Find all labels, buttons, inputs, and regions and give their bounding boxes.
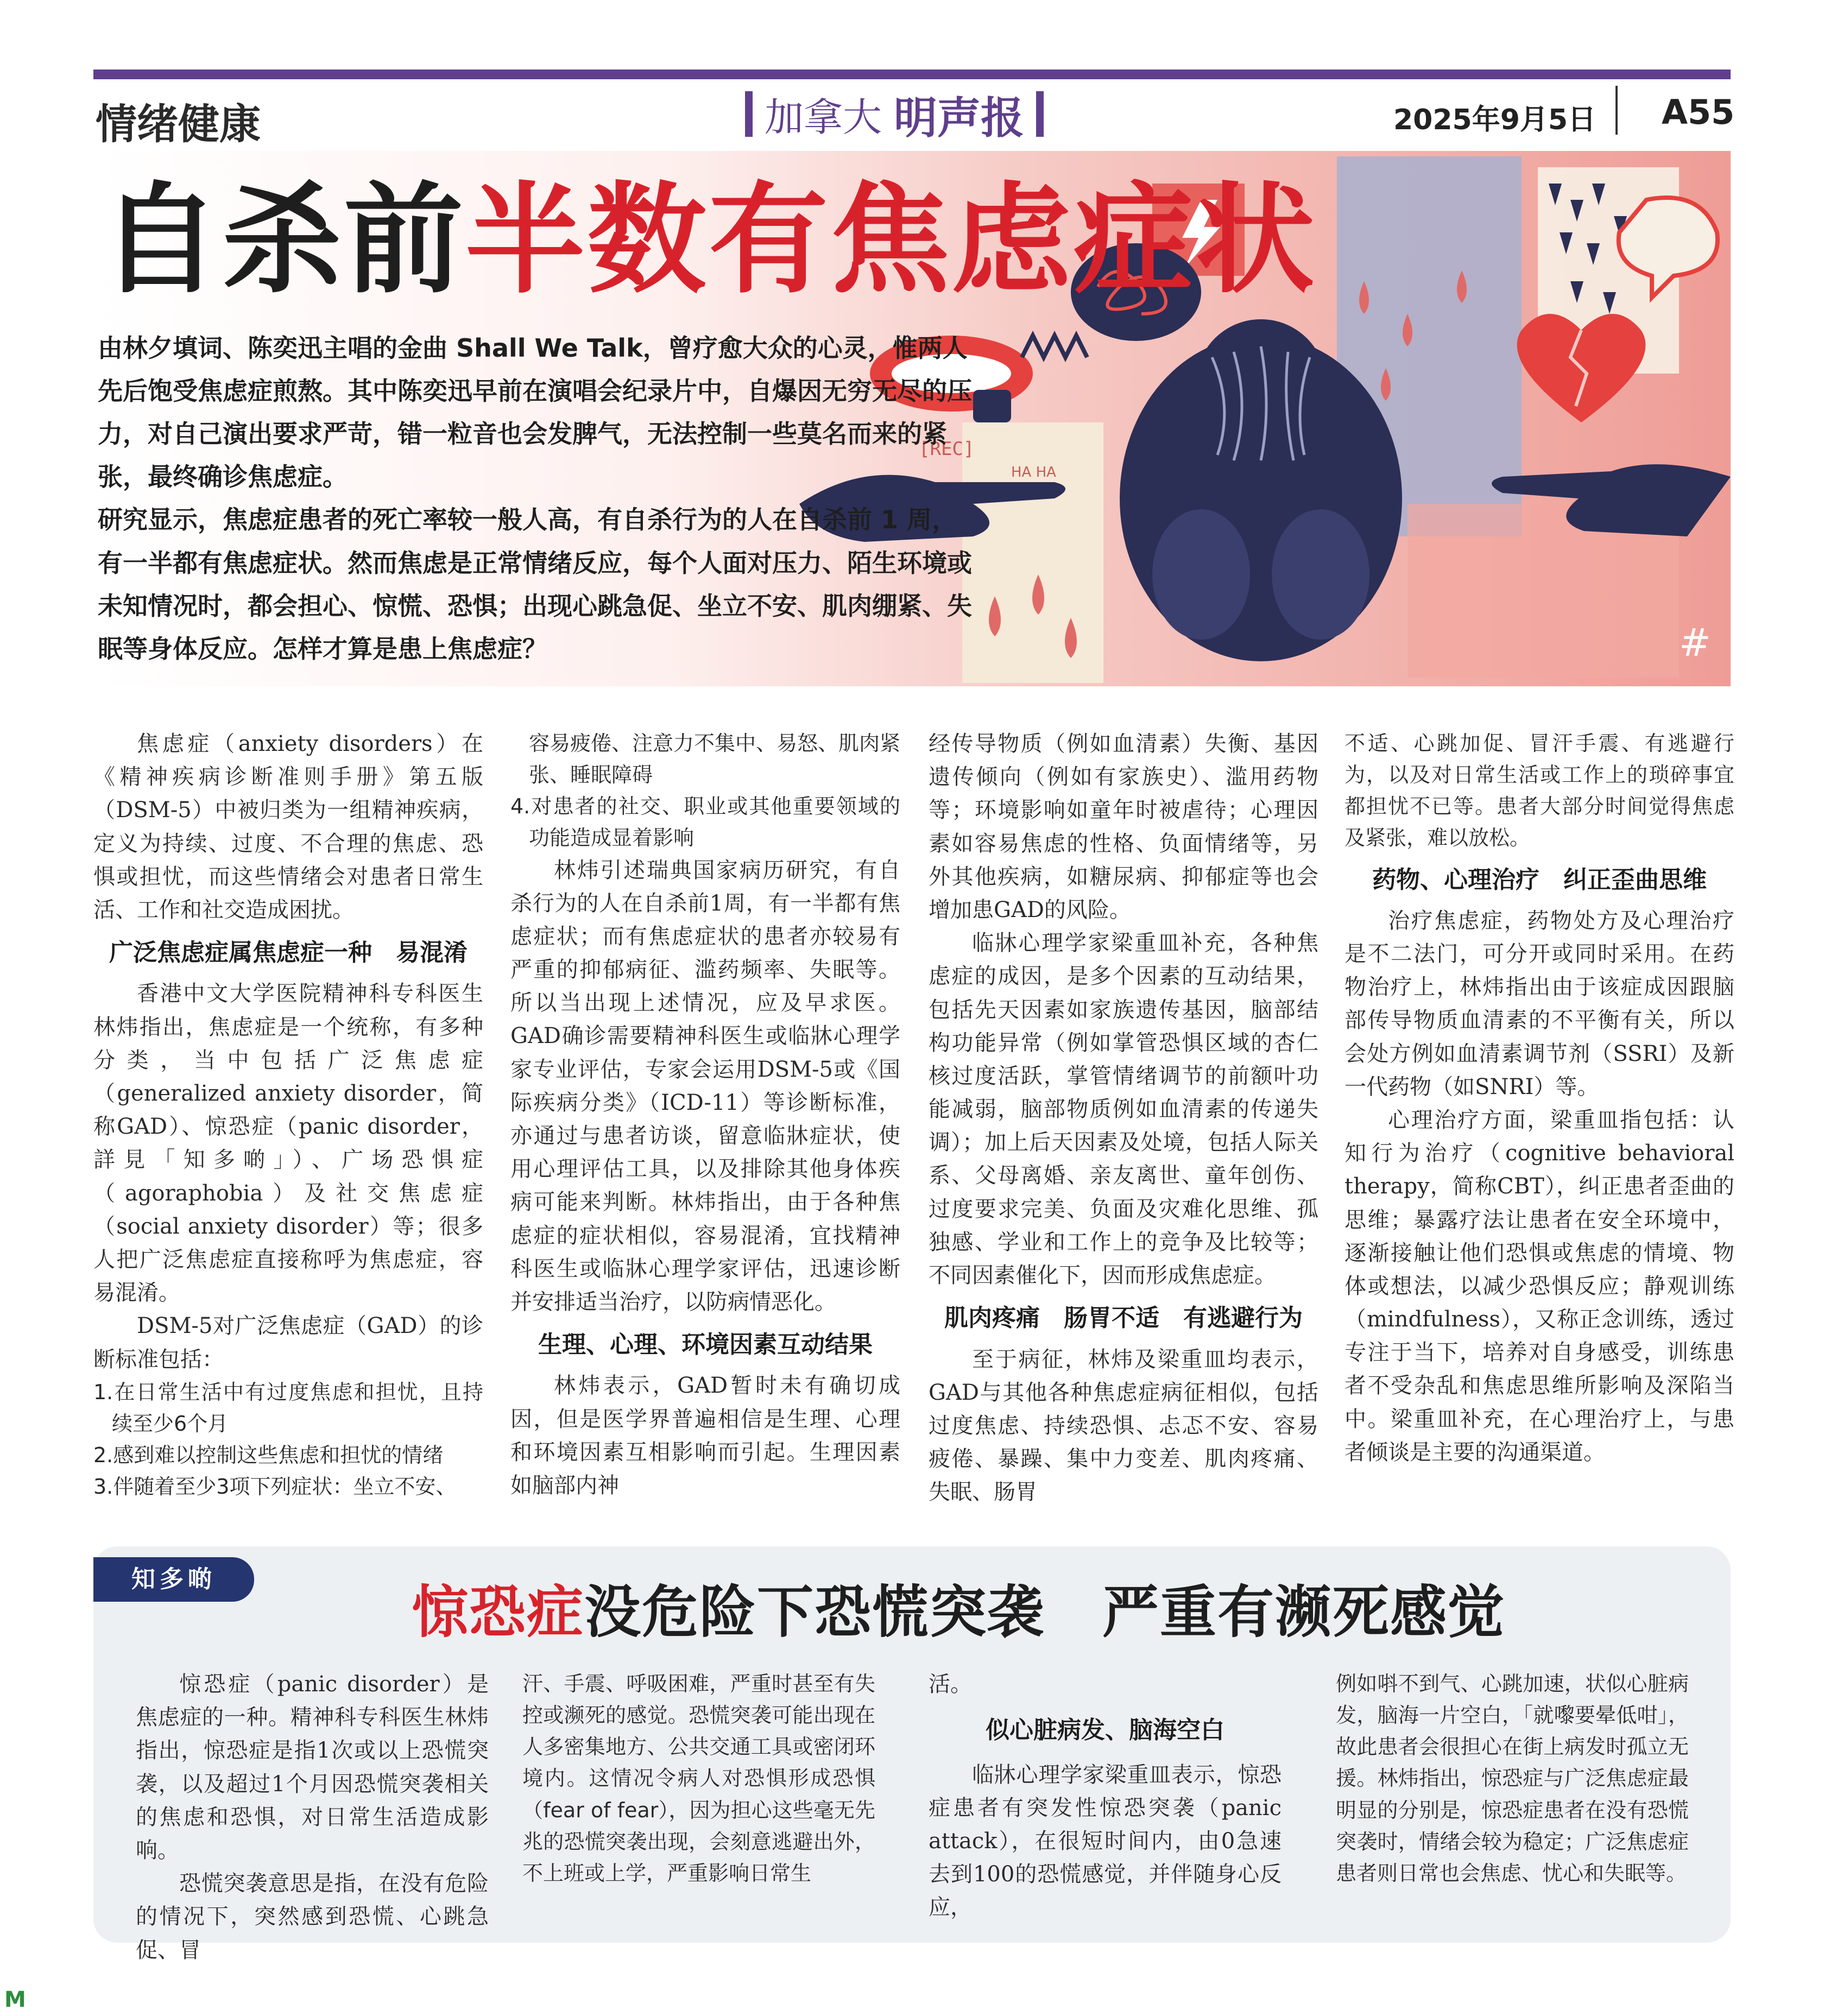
headline-part1: 自杀前 (100, 169, 466, 309)
paragraph: 不适、心跳加促、冒汗手震、有逃避行为，以及对日常生活或工作上的琐碎事宜都担忧不已等。患者大部分时间觉得焦虑及紧张，难以放松。 (1345, 731, 1734, 850)
masthead (745, 87, 1044, 141)
sidebar-column-1 (136, 1668, 489, 1967)
top-rule (93, 69, 1731, 79)
headline-part2: 半数有焦虑症状 (465, 169, 1317, 309)
thumbs-down-icon (973, 390, 1011, 422)
hashtag-icon: # (1679, 621, 1711, 665)
list-item: 4.对患者的社交、职业或其他重要领域的功能造成显着影响 (510, 794, 900, 850)
mast-right-bar (1036, 91, 1044, 137)
paragraph: 经传导物质（例如血清素）失衡、基因遗传倾向（例如有家族史）、滥用药物等；环境影响如童年时被虐待；心理因素如容易焦虑的性格、负面情绪等，另外其他疾病，如糖尿病、抑郁症等也会增加患GAD的风险。 (929, 731, 1318, 922)
paragraph: 至于病征，林炜及梁重皿均表示，GAD与其他各种焦虑症病征相似，包括过度焦虑、持续恐惧、忐忑不安、容易疲倦、暴躁、集中力变差、肌肉疼痛、失眠、肠胃 (929, 1347, 1318, 1505)
sidebar-column-3 (929, 1668, 1282, 1924)
list-item: 1.在日常生活中有过度焦虑和担忧，且持续至少6个月 (93, 1380, 483, 1436)
sidebar-title-black: 没危险下恐慌突袭 严重有濒死感觉 (584, 1578, 1506, 1645)
lede-paragraph-2: 研究显示，焦虑症患者的死亡率较一般人高，有自杀行为的人在自杀前 1 周，有一半都有焦虑症状。然而焦虑是正常情绪反应，每个人面对压力、陌生环境或未知情况时，都会担心、惊慌、恐惧；出现心跳急促、坐立不安、肌肉绷紧、失眠等身体反应。怎样才算是患上焦虑症？ (98, 505, 972, 663)
lede-paragraph-1: 由林夕填词、陈奕迅主唱的金曲 Shall We Talk，曾疗愈大众的心灵，惟两人先后饱受焦虑症煎熬。其中陈奕迅早前在演唱会纪录片中，自爆因无穷无尽的压力，对自己演出要求严苛，错一粒音也会发脾气，无法控制一些莫名而来的紧张，最终确诊焦虑症。 (98, 333, 972, 492)
paragraph: 汗、手震、呼吸困难，严重时甚至有失控或濒死的感觉。恐慌突袭可能出现在人多密集地方、公共交通工具或密闭环境内。这情况令病人对恐惧形成恐惧（fear of fear），因为担心这些毫无先兆的恐慌突袭出现，会刻意逃避出外，不上班或上学，严重影响日常生 (522, 1672, 875, 1885)
drops-panel (962, 422, 1103, 683)
paragraph: 治疗焦虑症，药物处方及心理治疗是不二法门，可分开或同时采用。在药物治疗上，林炜指出由于该症成因跟脑部传导物质血清素的不平衡有关，所以会处方例如血清素调节剂（SSRI）及新一代药物（如SNRI）等。 (1345, 908, 1734, 1099)
paragraph: 恐慌突袭意思是指，在没有危险的情况下，突然感到恐慌、心跳急促、冒 (136, 1871, 489, 1963)
mast-city: 加拿大 (765, 94, 882, 140)
paragraph: 临牀心理学家梁重皿补充，各种焦虑症的成因，是多个因素的互动结果，包括先天因素如家族遗传基因，脑部结构功能异常（例如掌管恐惧区域的杏仁核过度活跃，掌管情绪调节的前额叶功能减弱，脑部物质例如血清素的传递失调）；加上后天因素及处境，包括人际关系、父母离婚、亲友离世、童年创伤、过度要求完美、负面及灾难化思维、孤独感、学业和工作上的竞争及比较等；不同因素催化下，因而形成焦虑症。 (929, 931, 1318, 1288)
subhead: 药物、心理治疗 纠正歪曲思维 (1372, 865, 1707, 894)
sidebar-title-red: 惊恐症 (412, 1578, 585, 1645)
page-divider (1615, 86, 1618, 135)
paragraph: 香港中文大学医院精神科专科医生林炜指出，焦虑症是一个统称，有多种分类，当中包括广泛焦虑症（generalized anxiety disorder，简称GAD）、惊恐症（panic disorder，詳見「知多啲」）、广场恐惧症（agoraphobia）及社交焦虑症（social anxiety disorder）等；很多人把广泛焦虑症直接称呼为焦虑症，容易混淆。 (93, 981, 483, 1306)
column-2 (510, 728, 900, 1502)
column-3 (929, 728, 1318, 1509)
sidebar-column-4 (1336, 1668, 1689, 1889)
subhead: 肌肉疼痛 肠胃不适 有逃避行为 (944, 1304, 1303, 1332)
mast-left-bar (745, 91, 753, 137)
sidebar-title (412, 1566, 1505, 1648)
paragraph: DSM-5对广泛焦虑症（GAD）的诊断标准包括： (93, 1313, 483, 1372)
rec-doodle: [REC] (919, 438, 975, 460)
column-4 (1345, 728, 1734, 1469)
paragraph: 林炜引述瑞典国家病历研究，有自杀行为的人在自杀前1周，有一半都有焦虑症状；而有焦虑症状的患者亦较易有严重的抑郁病征、滥药频率、失眠等。所以当出现上述情况，应及早求医。GAD确诊需要精神科医生或临牀心理学家专业评估，专家会运用DSM-5或《国际疾病分类》（ICD-11）等诊断标准，亦通过与患者访谈，留意临牀症状，使用心理评估工具，以及排除其他身体疾病可能来判断。林炜指出，由于各种焦虑症的症状相似，容易混淆，宜找精神科医生或临牀心理学家评估，迅速诊断并安排适当治疗，以防病情恶化。 (510, 857, 900, 1314)
paragraph: 活。 (929, 1672, 972, 1697)
list-item: 2.感到难以控制这些焦虑和担忧的情绪 (93, 1443, 444, 1467)
sidebar-column-2 (522, 1668, 875, 1889)
paragraph: 惊恐症（panic disorder）是焦虑症的一种。精神科专科医生林炜指出，惊恐症是指1次或以上恐慌突袭，以及超过1个月因恐慌突袭相关的焦虑和恐惧，对日常生活造成影响。 (136, 1672, 489, 1863)
subhead: 生理、心理、环境因素互动结果 (538, 1331, 873, 1359)
mast-name: 明声报 (894, 92, 1025, 143)
sidebar-tag: 知多啲 (93, 1557, 254, 1602)
section-name: 情绪健康 (96, 100, 261, 148)
paragraph: 心理治疗方面，梁重皿指包括：认知行为治疗（cognitive behavioral therapy，简称CBT），纠正患者歪曲的思维；暴露疗法让患者在安全环境中，逐渐接触让他们恐惧或焦虑的情境、物体或想法，以减少恐惧反应；静观训练（mindfulness），又称正念训练，透过专注于当下，培养对自身感受，训练患者不受杂乱和焦虑思维所影响及深陷当中。梁重皿补充，在心理治疗上，与患者倾谈是主要的沟通渠道。 (1345, 1107, 1734, 1465)
list-item-continued: 容易疲倦、注意力不集中、易怒、肌肉紧张、睡眠障碍 (529, 731, 901, 787)
corner-mark: M (4, 1987, 26, 2012)
paragraph: 焦虑症（anxiety disorders）在《精神疾病诊断准则手册》第五版（DSM-5）中被归类为一组精神疾病，定义为持续、过度、不合理的焦虑、恐惧或担忧，而这些情绪会对患者日常生活、工作和社交造成困扰。 (93, 731, 483, 922)
lede (98, 327, 977, 671)
headline (100, 169, 1317, 309)
page-number: A55 (1662, 92, 1735, 132)
column-1 (93, 728, 483, 1502)
issue-date: 2025年9月5日 (1393, 104, 1596, 136)
haha-doodle: HA HA (1011, 464, 1056, 481)
subhead: 似心脏病发、脑海空白 (986, 1716, 1225, 1745)
paragraph: 例如唞不到气、心跳加速，状似心脏病发，脑海一片空白，「就嚟要晕低咁」，故此患者会很担心在街上病发时孤立无援。林炜指出，惊恐症与广泛焦虑症最明显的分别是，惊恐症患者在没有恐慌突袭时，情绪会较为稳定；广泛焦虑症患者则日常也会焦虑、忧心和失眠等。 (1336, 1672, 1689, 1885)
subhead: 广泛焦虑症属焦虑症一种 易混淆 (109, 939, 468, 967)
paragraph: 林炜表示，GAD暂时未有确切成因，但是医学界普遍相信是生理、心理和环境因素互相影响而引起。生理因素如脑部内神 (510, 1373, 900, 1498)
paragraph: 临牀心理学家梁重皿表示，惊恐症患者有突发性惊恐突袭（panic attack），在很短时间内，由0急速去到100的恐慌感觉，并伴随身心反应， (929, 1762, 1282, 1920)
list-item: 3.伴随着至少3项下列症状：坐立不安、 (93, 1475, 457, 1499)
